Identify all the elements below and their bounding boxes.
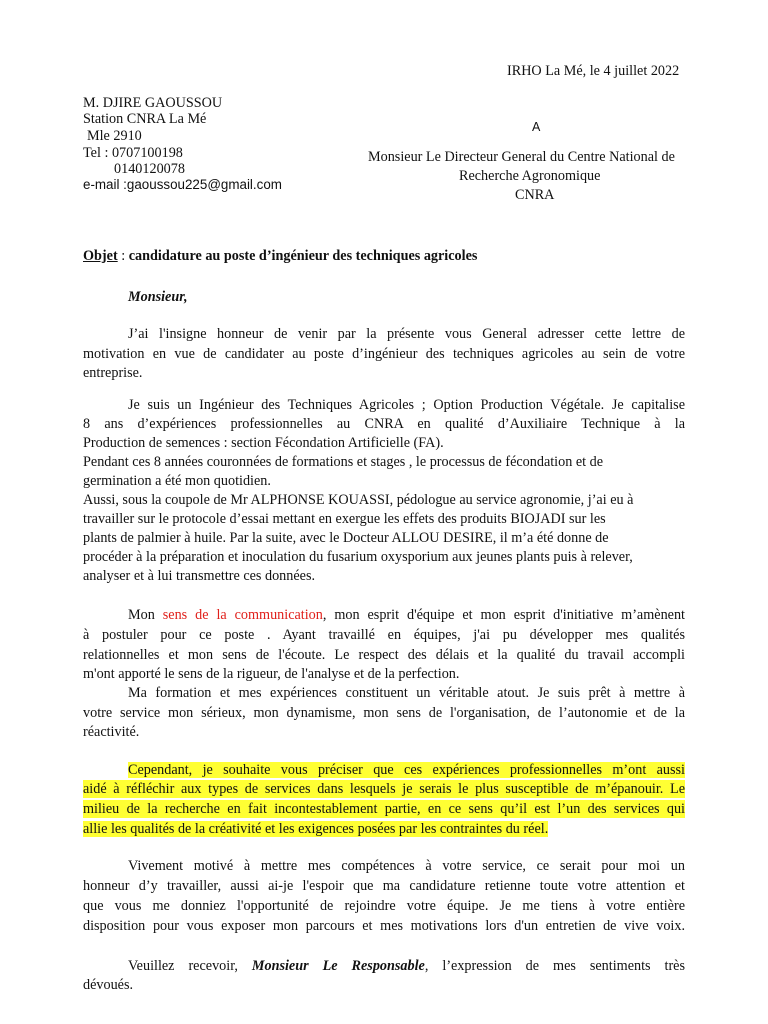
- p3-line: m'ont apporté le sens de la rigueur, de l'analyse et de la perfection.: [83, 666, 460, 682]
- p3-line-1: [128, 606, 685, 624]
- p3-rest: , mon esprit d'équipe et mon esprit d'initiative m’amènent: [322, 607, 685, 623]
- sender-name: M. DJIRE GAOUSSOU: [83, 95, 223, 111]
- p5-line: milieu de la recherche en fait incontestablement partie, en ce sens qu’il est l’un des services qui: [83, 801, 685, 817]
- p1-line: entreprise.: [83, 365, 143, 381]
- p3-line: à postuler pour ce poste . Ayant travaillé en équipes, j'ai pu développer mes qualités: [83, 627, 685, 643]
- p3-line: relationnelles et mon sens de l'écoute. Le respect des délais et la qualité du travail accompli: [83, 647, 685, 663]
- subject-line: [83, 247, 477, 265]
- sender-phone: [83, 145, 183, 162]
- p2-line: Production de semences : section Fécondation Artificielle (FA).: [83, 435, 444, 451]
- p2-line: travailler sur le protocole d’essai mettant en exergue les effets des produits BIOJADI sur les: [83, 511, 606, 527]
- p6-line: disposition pour vous exposer mon parcours et mes motivations lors d'un entretien de vive voix.: [83, 918, 685, 934]
- p5-line: [83, 820, 685, 838]
- recipient-line-1: Monsieur Le Directeur General du Centre National de: [368, 149, 675, 165]
- p7-start: Veuillez recevoir,: [128, 958, 252, 974]
- p2-line: Je suis un Ingénieur des Techniques Agricoles ; Option Production Végétale. Je capitalise: [128, 397, 685, 413]
- subject-separator: :: [117, 248, 129, 264]
- p4-line: Ma formation et mes expériences constituent un véritable atout. Je suis prêt à mettre à: [128, 685, 685, 701]
- p1-line: motivation en vue de candidater au poste d’ingénieur des techniques agricoles au sein de votre: [83, 346, 685, 362]
- recipient-prefix: A: [532, 120, 541, 134]
- p5-line: aidé à réfléchir aux types de services dans lesquels je serais le plus susceptible de m’épanouir. Le: [83, 781, 685, 797]
- p5-highlight: Cependant, je souhaite vous préciser que ces expériences professionnelles m’ont aussi: [128, 762, 685, 778]
- p2-line: plants de palmier à huile. Par la suite, avec le Docteur ALLOU DESIRE, il m’a été donne de: [83, 530, 609, 546]
- p2-line: analyser et à lui transmettre ces données.: [83, 568, 316, 584]
- sender-email: e-mail :gaoussou225@gmail.com: [83, 177, 282, 192]
- p7-line-2: dévoués.: [83, 977, 134, 993]
- subject-label: Objet: [83, 248, 118, 264]
- place-date: IRHO La Mé, le 4 juillet 2022: [507, 63, 680, 79]
- salutation: Monsieur,: [128, 289, 188, 305]
- p2-line: 8 ans d’expériences professionnelles au CNRA en qualité d’Auxiliaire Technique à la: [83, 416, 685, 432]
- p6-line: honneur d’y travailler, aussi ai-je l'espoir que ma candidature retienne toute votre attention et: [83, 878, 685, 894]
- p3-start: Mon: [128, 607, 163, 623]
- recipient-line-3: CNRA: [515, 187, 555, 203]
- sender-station: Station CNRA La Mé: [83, 111, 207, 127]
- p7-line-1: [128, 957, 685, 975]
- phone-number-2: 0140120078: [114, 161, 185, 177]
- p5-highlight: allie les qualités de la créativité et les exigences posées par les contraintes du réel.: [83, 821, 549, 837]
- p7-end: , l’expression de mes sentiments très: [424, 958, 685, 974]
- p4-line: votre service mon sérieux, mon dynamisme, mon sens de l'organisation, de l’autonomie et de la: [83, 705, 685, 721]
- recipient-line-2: Recherche Agronomique: [459, 168, 601, 184]
- p2-line: procéder à la préparation et inoculation du fusarium oxysporium aux jeunes plants puis à relever,: [83, 549, 633, 565]
- p2-line: germination a été mon quotidien.: [83, 473, 271, 489]
- p2-line: Pendant ces 8 années couronnées de formations et stages , le processus de fécondation et de: [83, 454, 604, 470]
- p7-addressee: Monsieur Le Responsable: [251, 958, 425, 974]
- p2-line: Aussi, sous la coupole de Mr ALPHONSE KOUASSI, pédologue au service agronomie, j’ai eu à: [83, 492, 634, 508]
- sender-mle: Mle 2910: [87, 128, 142, 144]
- p4-line: réactivité.: [83, 724, 140, 740]
- phone-label: Tel :: [83, 145, 112, 161]
- phone-number-1: 0707100198: [111, 145, 183, 161]
- p5-line: [128, 761, 685, 779]
- subject-text: candidature au poste d’ingénieur des techniques agricoles: [128, 248, 478, 264]
- p6-line: que vous me donniez l'opportunité de rejoindre votre équipe. Je me tiens à votre entière: [83, 898, 685, 914]
- highlight-communication: sens de la communication: [162, 607, 323, 623]
- p1-line: J’ai l'insigne honneur de venir par la présente vous General adresser cette lettre de: [128, 326, 685, 342]
- p6-line: Vivement motivé à mettre mes compétences à votre service, ce serait pour moi un: [128, 858, 685, 874]
